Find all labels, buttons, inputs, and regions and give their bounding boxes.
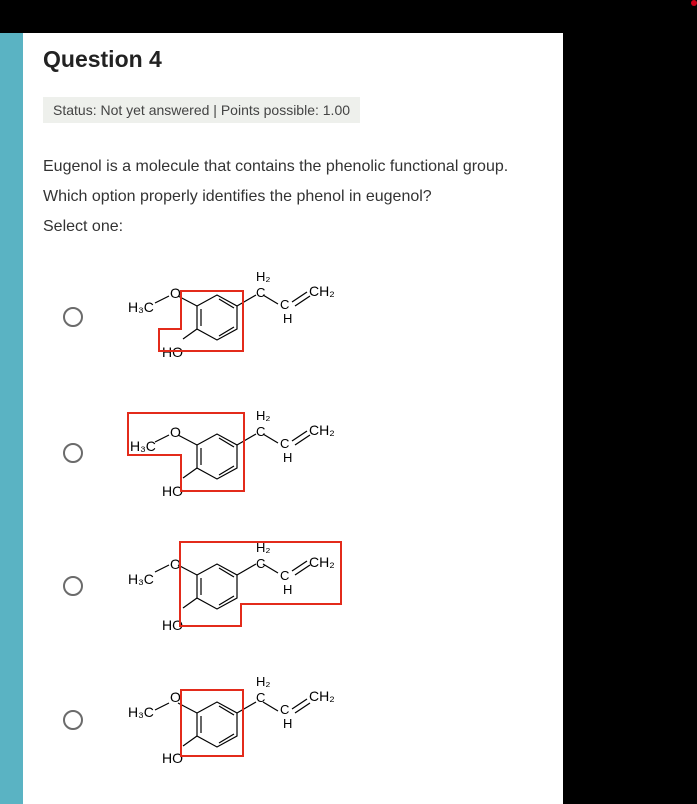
option-3-radio[interactable] [63, 576, 83, 596]
methyl-label: H₃C [128, 299, 154, 315]
methyl-label: H₃C [128, 571, 154, 587]
question-text-line2: Which option properly identifies the phenol in eugenol? [43, 188, 432, 205]
top-bar [0, 0, 697, 33]
oxygen-label: O [170, 424, 181, 440]
option-3-structure[interactable] [103, 530, 353, 650]
hydrogen-label: H [283, 582, 293, 597]
oxygen-label: O [170, 285, 181, 301]
vinyl-end-label: CH₂ [309, 554, 335, 570]
hydroxyl-label: HO [162, 344, 183, 360]
methyl-label: H₃C [128, 704, 154, 720]
notification-dot [691, 0, 697, 6]
status-badge: Status: Not yet answered | Points possible: 1.00 [43, 97, 360, 123]
option-2-structure[interactable] [103, 400, 353, 520]
option-2-radio[interactable] [63, 443, 83, 463]
vinyl-end-label: CH₂ [309, 688, 335, 704]
highlight-box [181, 690, 243, 756]
hydrogen-label: H [283, 716, 293, 731]
option-1-radio[interactable] [63, 307, 83, 327]
methylene-label: H₂ [256, 408, 271, 423]
vinyl-end-label: CH₂ [309, 422, 335, 438]
carbon-label: C [280, 702, 290, 717]
hydroxyl-label: HO [162, 483, 183, 499]
question-text-line1: Eugenol is a molecule that contains the phenolic functional group. [43, 158, 509, 175]
select-one-prompt: Select one: [43, 218, 124, 235]
vinyl-end-label: CH₂ [309, 283, 335, 299]
carbon-label: C [280, 297, 290, 312]
question-panel [23, 33, 563, 804]
hydrogen-label: H [283, 450, 293, 465]
option-4-structure[interactable] [103, 668, 353, 788]
oxygen-label: O [170, 556, 181, 572]
carbon-label: C [256, 556, 266, 571]
hydroxyl-label: HO [162, 750, 183, 766]
option-4-radio[interactable] [63, 710, 83, 730]
carbon-label: C [280, 436, 290, 451]
hydroxyl-label: HO [162, 617, 183, 633]
sidebar-strip [0, 33, 23, 804]
carbon-label: C [280, 568, 290, 583]
methyl-label: H₃C [130, 438, 156, 454]
option-1-structure[interactable] [103, 261, 353, 381]
methylene-label: H₂ [256, 674, 271, 689]
methylene-label: H₂ [256, 540, 271, 555]
carbon-label: C [256, 424, 266, 439]
question-title: Question 4 [43, 46, 162, 72]
carbon-label: C [256, 690, 266, 705]
methylene-label: H₂ [256, 269, 271, 284]
carbon-label: C [256, 285, 266, 300]
oxygen-label: O [170, 689, 181, 705]
hydrogen-label: H [283, 311, 293, 326]
